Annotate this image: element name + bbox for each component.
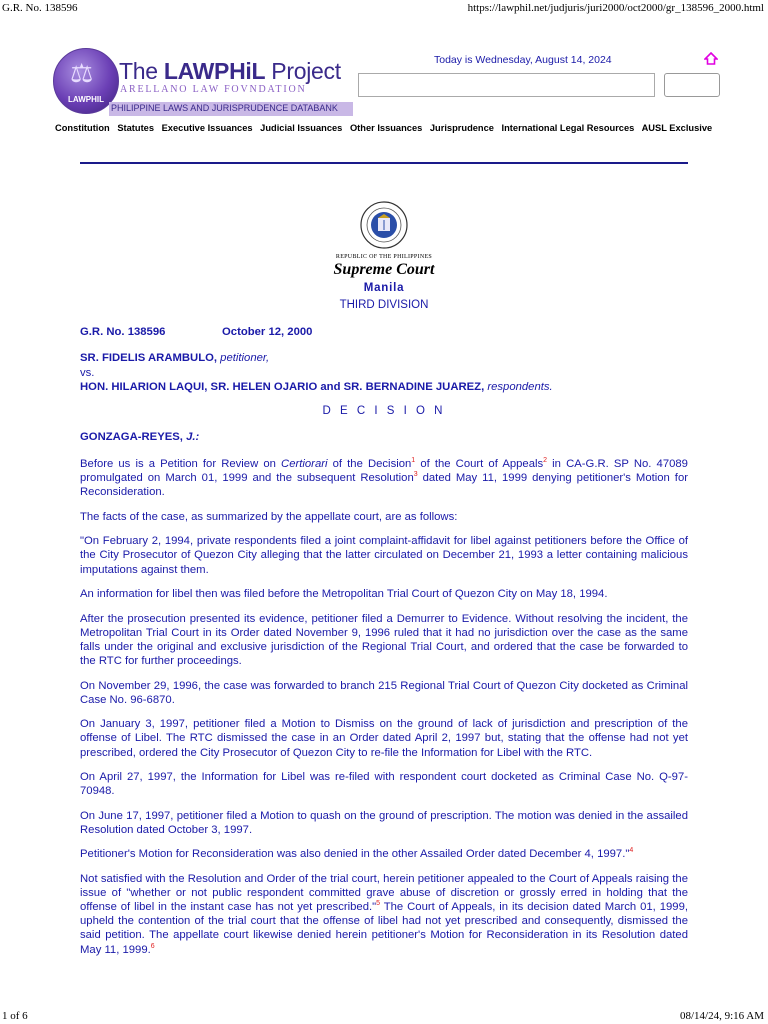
- nav-judicial-issuances[interactable]: Judicial Issuances: [260, 123, 343, 133]
- home-icon[interactable]: [704, 52, 718, 66]
- search-button[interactable]: [664, 73, 720, 97]
- case-date: October 12, 2000: [222, 326, 313, 338]
- today-date: Today is Wednesday, August 14, 2024: [434, 54, 612, 66]
- paragraph: On April 27, 1997, the Information for Libel was re-filed with respondent court docketed as Criminal Case No. Q-97-70948.: [80, 771, 688, 798]
- paragraph: On November 29, 1996, the case was forwarded to branch 215 Regional Trial Court of Quezon City docketed as Criminal Case No. 96-6870.: [80, 679, 688, 706]
- logo-caption: LAWPHIL: [68, 95, 104, 104]
- nav-international-legal-resources[interactable]: International Legal Resources: [501, 123, 635, 133]
- page-count: 1 of 6: [2, 1010, 28, 1022]
- nav-other-issuances[interactable]: Other Issuances: [349, 123, 423, 133]
- republic-label: REPUBLIC OF THE PHILIPPINES: [335, 254, 433, 260]
- court-division: THIRD DIVISION: [339, 299, 429, 311]
- footnote-link[interactable]: 4: [629, 847, 634, 855]
- footnote-link[interactable]: 5: [376, 900, 381, 908]
- supreme-court-seal: [359, 200, 409, 250]
- nav-jurisprudence[interactable]: Jurisprudence: [429, 123, 494, 133]
- paragraph: On January 3, 1997, petitioner filed a Motion to Dismiss on the ground of lack of jurisdiction and prescription of the offense of Libel. The RTC dismissed the case in an Order dated April 2, 1997 but, stating that the offense had not yet prescribed, ordered the City Prosecutor of Quezon City to re-file the Information for Libel with the RTC.: [80, 718, 688, 759]
- decision-heading: D E C I S I O N: [322, 405, 446, 417]
- paragraph: After the prosecution presented its evidence, petitioner filed a Demurrer to Evidence. Without resolving the incident, the Metropolitan Trial Court in its Order dated November 9, 1996 ruled that it had no jurisdiction over the case as the same falls under the original and exclusive jurisdiction of the Regional Trial Court, and ordered that the case be forwarded to the RTC for further proceedings.: [80, 612, 688, 668]
- print-header-title: G.R. No. 138596: [2, 2, 78, 14]
- print-timestamp: 08/14/24, 9:16 AM: [679, 1010, 764, 1022]
- decision-body: [80, 457, 688, 967]
- respondents-role: respondents.: [484, 381, 553, 393]
- paragraph: On June 17, 1997, petitioner filed a Motion to quash on the ground of prescription. The motion was denied in the assailed Resolution dated October 3, 1997.: [80, 809, 688, 836]
- main-nav: [55, 123, 717, 133]
- header-divider: [80, 162, 688, 164]
- paragraph: The facts of the case, as summarized by the appellate court, are as follows:: [80, 510, 458, 523]
- paragraph: Before us is a Petition for Review on Certiorari of the Decision$^1$ of the Court of Appeals$^2$ in CA-G.R. SP No. 47089 promulgated on March 01, 1999 and the subsequent Resolution$^3$ dated May 11, 1999 denying petitioner's Motion for Reconsideration.: [80, 457, 688, 499]
- footnote-link[interactable]: 6: [150, 942, 155, 950]
- search-input[interactable]: [358, 73, 655, 97]
- paragraph: "On February 2, 1994, private respondents filed a joint complaint-affidavit for libel against petitioners before the Office of the City Prosecutor of Quezon City alleging that the latter circulated on December 21, 1993 a letter containing malicious imputations against them.: [80, 535, 688, 576]
- nav-ausl-exclusive[interactable]: AUSL Exclusive: [641, 123, 713, 133]
- respondents-names: HON. HILARION LAQUI, SR. HELEN OJARIO and SR. BERNADINE JUAREZ,: [80, 381, 485, 393]
- petitioner-role: petitioner,: [217, 352, 270, 364]
- paragraph: Petitioner's Motion for Reconsideration was also denied in the other Assailed Order dated December 4, 1997."$^4$: [80, 847, 634, 861]
- ponente: GONZAGA-REYES, J.:: [80, 431, 200, 443]
- footnote-link[interactable]: 3: [413, 471, 418, 479]
- case-parties: [80, 351, 690, 395]
- versus: vs.: [80, 366, 95, 379]
- nav-executive-issuances[interactable]: Executive Issuances: [161, 123, 253, 133]
- site-logo[interactable]: [53, 48, 353, 120]
- scales-of-justice-icon: ⚖ LAWPHIL: [53, 48, 119, 114]
- paragraph: An information for libel then was filed before the Metropolitan Trial Court of Quezon City on May 18, 1994.: [80, 588, 608, 601]
- print-footer: [2, 1008, 764, 1022]
- case-number-line: [80, 326, 313, 338]
- print-header-url: https://lawphil.net/judjuris/juri2000/oct2000/gr_138596_2000.html: [467, 2, 764, 14]
- footnote-link[interactable]: 2: [543, 457, 548, 465]
- court-city: Manila: [363, 282, 405, 294]
- site-subtitle: ARELLANO LAW FOVNDATION: [120, 84, 307, 95]
- nav-statutes[interactable]: Statutes: [117, 123, 155, 133]
- court-name: Supreme Court: [333, 261, 435, 278]
- footnote-link[interactable]: 1: [411, 457, 416, 465]
- gr-number: G.R. No. 138596: [80, 326, 166, 338]
- nav-constitution[interactable]: Constitution: [55, 123, 110, 133]
- petitioner-name: SR. FIDELIS ARAMBULO,: [80, 352, 218, 364]
- site-band: PHILIPPINE LAWS AND JURISPRUDENCE DATABANK: [109, 102, 353, 116]
- site-title: The LAWPHiL Project: [119, 58, 341, 84]
- paragraph: Not satisfied with the Resolution and Order of the trial court, herein petitioner appealed to the Court of Appeals raising the issue of "whether or not public respondent committed grave abuse of discretion or grossly erred in holding that the offense of libel in the instant case has not yet prescribed."$^5$ The Court of Appeals, in its decision dated March 01, 1999, upheld the contention of the trial court that the offense of libel had not yet prescribed and consequently, dismissed the said petition. The appellate court likewise denied herein petitioner's Motion for Reconsideration in its Resolution dated May 11, 1999.$^6$: [80, 873, 688, 956]
